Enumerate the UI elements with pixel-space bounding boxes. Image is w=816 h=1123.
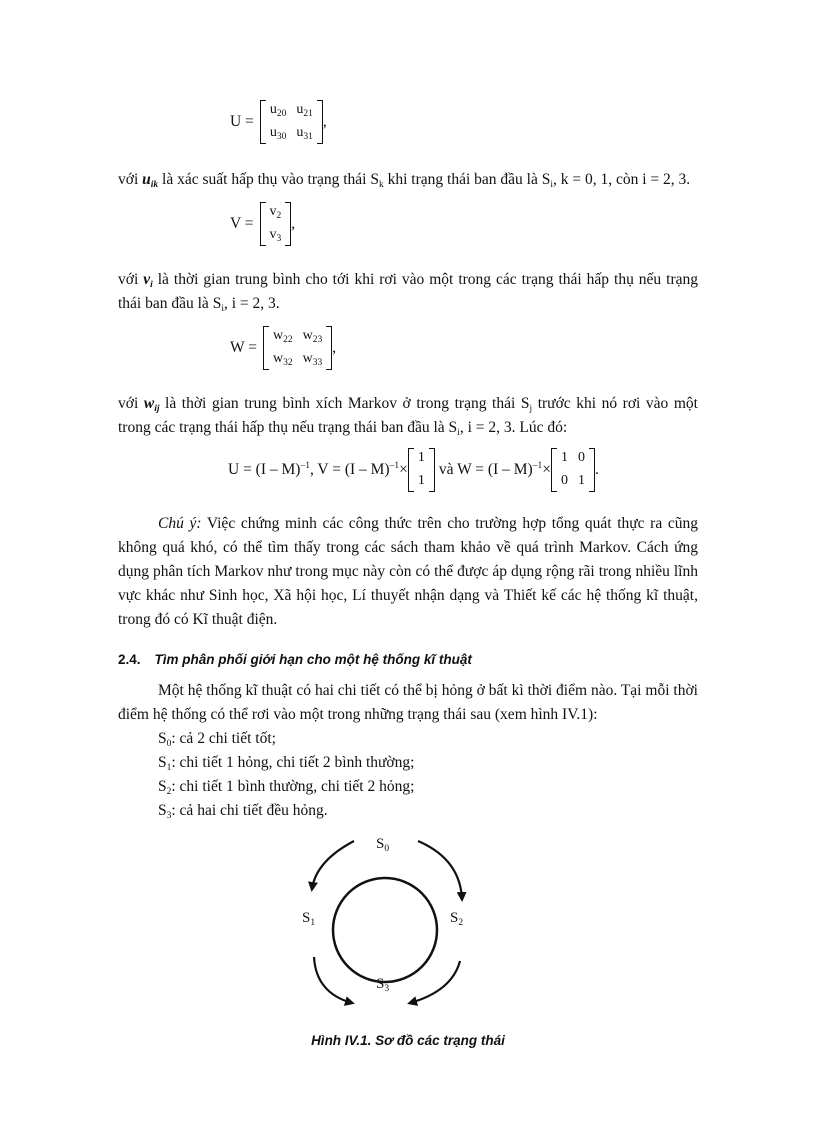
eq-u-tail: ,: [322, 112, 327, 130]
figure-caption: Hình IV.1. Sơ đồ các trạng thái: [311, 1033, 505, 1049]
eq-main-tail: .: [594, 460, 599, 478]
eq-v-lhs: V =: [230, 214, 254, 232]
ones-row2: 1: [417, 472, 425, 488]
u30: $u_{30}$: [269, 124, 287, 142]
eq-main-w: và W = (I – M)$^{-1}$: [438, 460, 543, 478]
label-s3: $S_3$: [376, 976, 390, 995]
v2: $v_2$: [269, 204, 282, 222]
note-label: Chú ý:: [158, 515, 202, 533]
matrix-w: [263, 326, 332, 370]
label-s1: $S_1$: [302, 910, 316, 929]
state-diagram: [118, 833, 698, 1029]
page-content: [118, 96, 698, 1052]
eq-main-v: , V = (I – M)$^{-1}$: [309, 460, 400, 478]
arrow-s0-s2: [418, 841, 462, 899]
section-number: 2.4.: [118, 652, 141, 668]
equation-main: [118, 444, 698, 504]
equation-u: [118, 96, 698, 158]
id-12: 0: [577, 450, 585, 466]
id-22: 1: [577, 472, 585, 488]
equation-v: [118, 198, 698, 262]
times-sign: ×: [399, 460, 408, 478]
ones-row1: 1: [417, 450, 425, 466]
u20: $u_{20}$: [269, 102, 287, 119]
matrix-u: [260, 100, 323, 144]
equation-w: [118, 322, 698, 384]
paragraph-u-def: với $u_{ik}$ là xác suất hấp thụ vào trạng thái $S_k$ khi trạng thái ban đầu là $S_i$, k = 0, 1, còn i = 2, 3.: [118, 171, 691, 190]
id-21: 0: [560, 472, 568, 488]
u31: $u_{31}$: [296, 124, 313, 142]
w33: $w_{33}$: [302, 350, 323, 368]
state-diagram-svg: [118, 833, 698, 1029]
state-item: $S_1$: chi tiết 1 hỏng, chi tiết 2 bình thường;: [158, 754, 415, 774]
matrix-identity: [551, 448, 595, 492]
note-paragraph: Chú ý: Việc chứng minh các công thức trên cho trường hợp tổng quát thực ra cũng không quá khó, có thể tìm thấy trong các sách tham khảo về quá trình Markov. Cách ứng dụng phân tích Markov như trong mục này còn có thể được áp dụng rộng rãi trong nhiều lĩnh vực khác như Sinh học, Xã hội học, Lí thuyết nhận dạng và Thiết kế các hệ thống kĩ thuật, trong đó có Kĩ thuật điện.: [118, 515, 698, 629]
w22: $w_{22}$: [272, 328, 293, 346]
intro-paragraph: Một hệ thống kĩ thuật có hai chi tiết có thể bị hỏng ở bất kì thời điểm nào. Tại mỗi thời điểm hệ thống có thể rơi vào một trong những trạng thái sau (xem hình IV.1):: [118, 682, 698, 724]
state-list: [118, 727, 698, 823]
section-heading: [118, 650, 698, 671]
v3: $v_3$: [269, 226, 282, 244]
matrix-v: [260, 202, 292, 246]
label-s0: $S_0$: [376, 836, 390, 855]
matrix-ones: [408, 448, 435, 492]
arrow-s0-s1: [312, 841, 354, 889]
eq-v-tail: ,: [291, 214, 296, 232]
paragraph-w-def: với $w_{ij}$ là thời gian trung bình xích Markov ở trong trạng thái $S_j$ trước khi nó rơi vào một trong các trạng thái hấp thụ nếu trạng thái ban đầu là $S_i$, i = 2, 3. Lúc đó:: [118, 395, 698, 439]
eq-w-lhs: W =: [230, 338, 257, 356]
section-title: Tìm phân phối giới hạn cho một hệ thống kĩ thuật: [154, 652, 472, 668]
eq-u-lhs: U =: [230, 112, 254, 130]
center-circle: [333, 878, 437, 982]
times-sign-2: ×: [542, 460, 551, 478]
state-item: $S_0$: cả 2 chi tiết tốt;: [158, 730, 276, 750]
u21: $u_{21}$: [296, 102, 313, 119]
eq-w-tail: ,: [332, 338, 337, 356]
eq-main-u: U = (I – M)$^{-1}$: [228, 460, 310, 478]
state-item: $S_3$: cả hai chi tiết đều hỏng.: [158, 802, 328, 822]
w32: $w_{32}$: [272, 350, 293, 368]
id-11: 1: [560, 450, 568, 466]
arrow-s2-s3: [410, 961, 460, 1003]
state-item: $S_2$: chi tiết 1 bình thường, chi tiết 2 hỏng;: [158, 778, 415, 798]
w23: $w_{23}$: [302, 328, 323, 346]
label-s2: $S_2$: [450, 910, 464, 929]
paragraph-v-def: với $v_i$ là thời gian trung bình cho tới khi rơi vào một trong các trạng thái hấp thụ nếu trạng thái ban đầu là $S_i$, i = 2, 3.: [118, 271, 698, 315]
